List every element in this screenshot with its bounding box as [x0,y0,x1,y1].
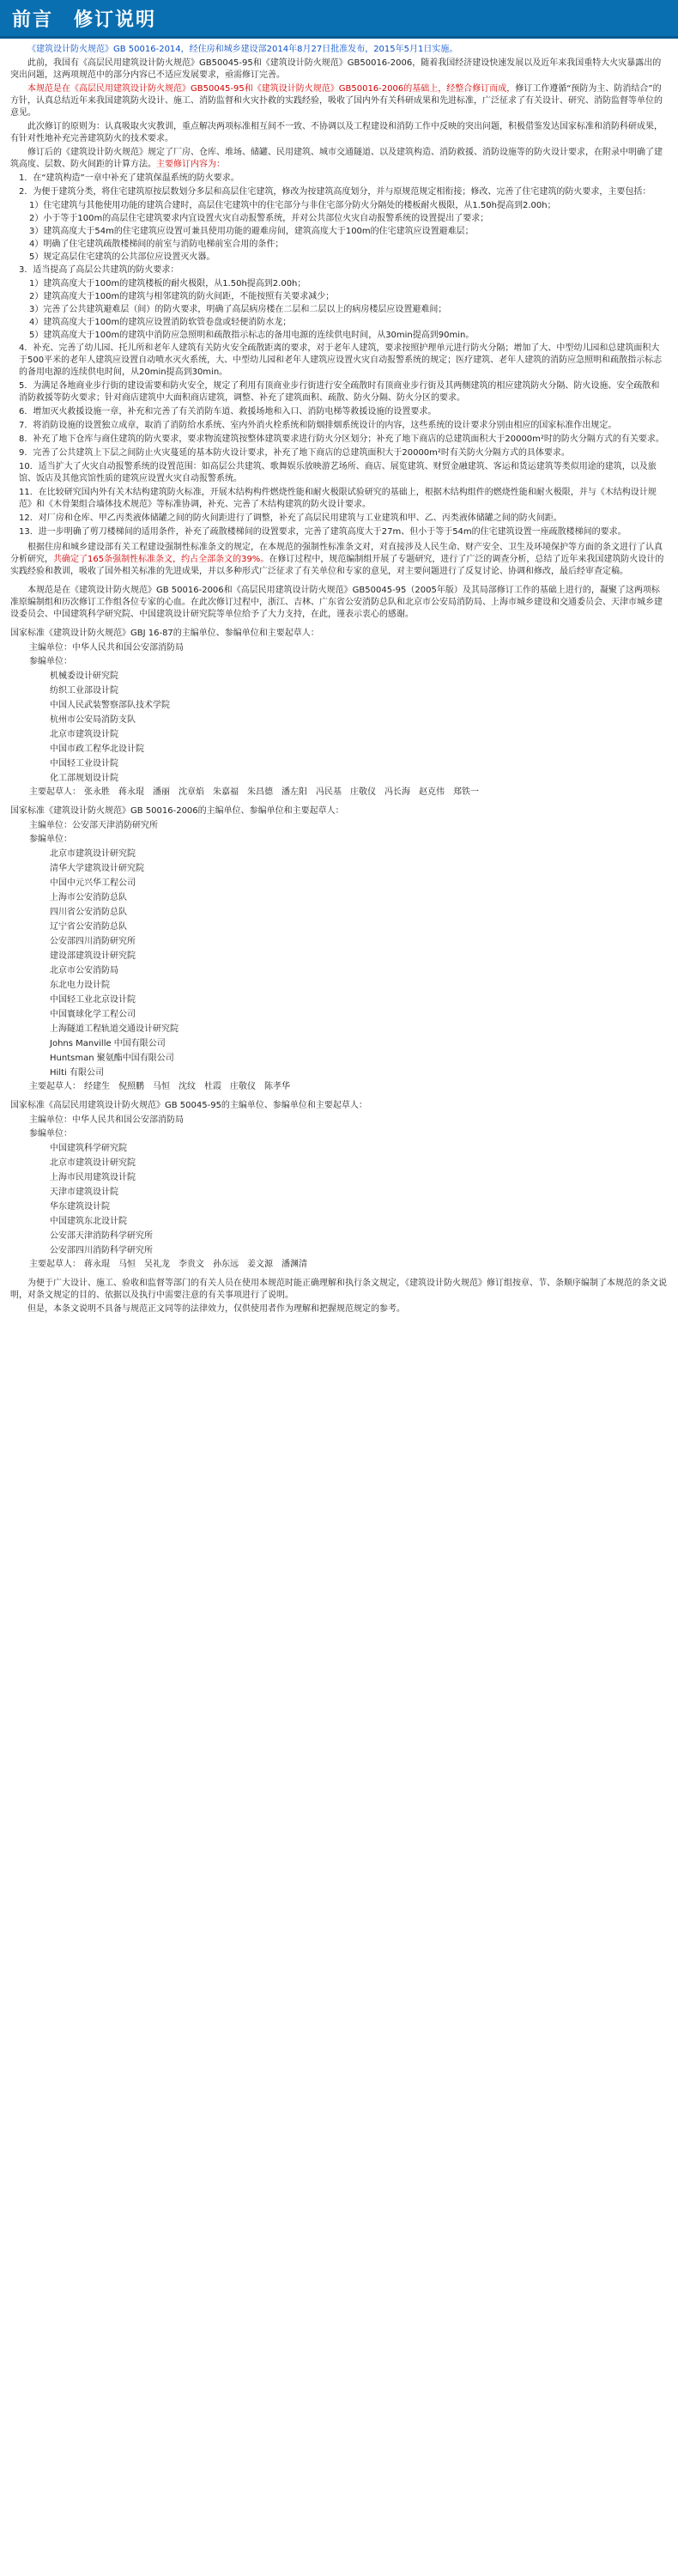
editor-unit: 中华人民共和国公安部消防局 [72,1115,184,1125]
participant-unit: 中国建筑东北设计院 [50,1217,127,1226]
revision-list [10,173,668,538]
summary-highlight: 共确定了165条强制性标准条文，约占全部条文的39%。 [53,555,269,564]
participant-unit: 上海市公安消防总队 [50,893,127,902]
participant-unit: 纺织工业部设计院 [50,686,118,696]
participant-unit: 中国建筑科学研究院 [50,1144,127,1153]
drafting-group [10,1100,668,1271]
revision-subitem: 4）建筑高度大于100m的建筑应设置消防软管卷盘或轻便消防水龙； [29,318,292,327]
editor-line [10,1115,668,1127]
summary-lead: 根据住房和城乡建设部有关工程建设强制性标准条文的规定，在本规范的强制性标准条文对，对直接涉及人民生命、财产安全、卫生及环境保护等方面的条文进行了认真分析研究， [10,543,663,564]
revision-subitem: 2）小于等于100m的高层住宅建筑要求内宜设置火灾自动报警系统，并对公共部位火灾自动报警系统的设置提出了要求； [29,214,489,223]
participant-unit: 中国人民武装警察部队技术学院 [50,701,170,710]
intro-scope-text: 修订后的《建筑设计防火规范》规定了厂房、仓库、堆场、储罐、民用建筑、城市交通隧道、以及建筑构造、消防救援、消防设施等的防火设计要求，在附录中明确了建筑高度、层数、防火间距的计算方法。 [10,148,663,169]
intro-background: 此前，我国有《高层民用建筑设计防火规范》GB50045-95和《建筑设计防火规范》GB50016-2006，随着我国经济建设快速发展以及近年来我国重特大火灾暴露出的突出问题，这两项规范中的部分内容已不适应发展要求，亟需修订完善。 [10,58,662,80]
revision-subitem: 5）建筑高度大于100m的建筑中消防应急照明和疏散指示标志的备用电源的连续供电时间，从30min提高到90min。 [29,331,475,340]
editor-line [10,642,668,654]
revision-item: 13．进一步明确了剪刀楼梯间的适用条件，补充了疏散楼梯间的设置要求，完善了建筑高度大于27m、但小于等于54m的住宅建筑设置一座疏散楼梯间的要求。 [19,527,627,537]
drafter-names: 张永胜 蒋永琨 潘丽 沈章焰 朱嘉福 朱昌德 潘左阳 冯民基 庄敬仪 冯长海 赵克伟 郑铁一 [84,787,479,797]
participant-unit: 清华大学建筑设计研究院 [50,864,144,873]
editor-label: 主编单位： [29,643,72,653]
closing-paragraph: 为便于广大设计、施工、验收和监督等部门的有关人员在使用本规范时能正确理解和执行条文规定，《建筑设计防火规范》修订组按章、节、条顺序编制了本规范的条文说明，对条文规定的目的、依据以及执行中需要注意的有关事项进行了说明。 [10,1279,667,1300]
summary-acknowledgement: 本规范是在《建筑设计防火规范》GB 50016-2006和《高层民用建筑设计防火规范》GB50045-95（2005年版）及其局部修订工作的基础上进行的，凝聚了这两项标准原编制组和历次修订工作组各位专家的心血。在此次修订过程中，浙江、吉林、广东省公安消防总队和北京市公安局消防局、上海市城乡建设和交通委员会、天津市城乡建设委员会、中国建筑科学研究院、中国建筑设计研究院等单位给予了大力支持，在此，谨表示衷心的感谢。 [10,586,663,619]
summary-strong-clauses [10,542,668,578]
revision-item: 2．为便于建筑分类，将住宅建筑原按层数划分多层和高层住宅建筑，修改为按建筑高度划分，并与原规范规定相衔接；修改、完善了住宅建筑的防火要求，主要包括： [19,187,651,197]
drafting-group [10,805,668,1093]
participants-label: 参编单位： [29,1129,72,1139]
revision-item: 12．对厂房和仓库、甲乙丙类液体储罐之间的防火间距进行了调整，补充了高层民用建筑与工业建筑和甲、乙、丙类液体储罐之间的防火间距。 [19,513,562,523]
participant-unit: 公安部四川消防研究所 [50,937,136,946]
intro-principles: 此次修订的原则为：认真吸取火灾教训，重点解决两项标准相互间不一致、不协调以及工程建设和消防工作中反映的突出问题，积极借鉴发达国家标准和消防科研成果，有针对性地补充完善建筑防火的技术要求。 [10,122,663,143]
revision-item: 9．完善了公共建筑上下层之间防止火灾蔓延的基本防火设计要求，补充了地下商店的总建筑面积大于20000m²时有关防火分隔方式的具体要求。 [19,448,570,458]
participant-unit: 天津市建筑设计院 [50,1188,118,1197]
revision-item: 5．为满足各地商业步行街的建设需要和防火安全，规定了利用有顶商业步行街进行安全疏散时有顶商业步行街及其两侧建筑的相应建筑防火分隔、防火设施、安全疏散和消防救援等防火要求；针对商店建筑中大面积商店建筑，调整、补充了建筑面积、疏散、防火分隔、防火分区的要求。 [19,381,660,403]
participant-unit: 北京市公安消防局 [50,966,118,975]
participant-unit: 上海市民用建筑设计院 [50,1173,136,1182]
revision-item: 11．在比较研究国内外有关木结构建筑防火标准，开展木结构构件燃烧性能和耐火极限试验研究的基础上，根据木结构组件的燃烧性能和耐火极限，并与《木结构设计规范》和《木骨架组合墙体技术规范》等标准协调，补充、完善了木结构建筑的防火设计要求。 [19,488,657,509]
participant-unit: 北京市建筑设计研究院 [50,849,136,859]
editor-unit: 中华人民共和国公安部消防局 [72,643,184,653]
participant-unit: 中国市政工程华北设计院 [50,744,144,754]
drafting-group [10,628,668,799]
participant-unit: 中国寰球化学工程公司 [50,1010,136,1019]
participant-unit: Hilti 有限公司 [50,1068,104,1078]
group-heading: 国家标准《建筑设计防火规范》GBJ 16-87的主编单位、参编单位和主要起草人： [10,629,319,638]
closing-disclaimer: 但是，本条文说明不具备与规范正文同等的法律效力，仅供使用者作为理解和把握规范规定的参考。 [27,1304,405,1314]
participant-unit: 中国中元兴华工程公司 [50,878,136,888]
intro-basis-rest: 修订工作遵循“预防为主、防消结合”的方针，认真总结近年来我国建筑防火设计、施工、消防监督和火灾扑救的实践经验，吸收了国内外有关科研成果和先进标准，广泛征求了有关设计、研究、消防监督等单位的意见。 [10,84,663,118]
editor-line [10,820,668,832]
participant-unit: 中国轻工业设计院 [50,759,118,769]
drafter-names: 经建生 倪照鹏 马恒 沈纹 杜霞 庄敬仪 陈孝华 [84,1082,290,1091]
drafters-label: 主要起草人： [29,1260,81,1269]
participant-unit: Huntsman 聚氨酯中国有限公司 [50,1054,174,1063]
revision-item: 4．补充、完善了幼儿园、托儿所和老年人建筑有关防火安全疏散距离的要求，对于老年人建筑，要求按照护理单元进行防火分隔；增加了大、中型幼儿园和总建筑面积大于500平米的老年人建筑应设置自动喷水灭火系统，大、中型幼儿园和老年人建筑应设置火灾自动报警系统的规定；医疗建筑、老年人建筑的消防应急照明和疏散指示标志的备用电源的连续供电时间，从20min提高到30min。 [19,343,663,377]
participant-unit: 公安部四川消防科学研究所 [50,1246,153,1255]
revision-subitem: 3）完善了公共建筑避难层（间）的防火要求，明确了高层病房楼在二层和二层以上的病房楼层应设置避难间； [29,305,447,314]
editor-unit: 公安部天津消防研究所 [72,821,158,830]
drafters-label: 主要起草人： [29,787,81,797]
editor-label: 主编单位： [29,821,72,830]
revision-subitem: 4）明确了住宅建筑疏散楼梯间的前室与消防电梯前室合用的条件； [29,240,284,249]
revision-item: 1．在“建筑构造”一章中补充了建筑保温系统的防火要求。 [19,173,239,183]
participant-unit: 公安部天津消防科学研究所 [50,1231,153,1241]
drafters-label: 主要起草人： [29,1082,81,1091]
title-bar [0,0,678,39]
revision-subitem: 2）建筑高度大于100m的建筑与相邻建筑的防火间距，不能按照有关要求减少； [29,292,335,301]
participant-unit: 机械委设计研究院 [50,671,118,681]
participant-unit: 辽宁省公安消防总队 [50,922,127,932]
revision-subitem: 1）建筑高度大于100m的建筑楼板的耐火极限，从1.50h提高到2.00h； [29,279,306,289]
participant-unit: 上海隧道工程轨道交通设计研究院 [50,1024,179,1034]
revision-item: 7．将消防设施的设置独立成章，取消了消防给水系统、室内外消火栓系统和防烟排烟系统设计的内容，这些系统的设计要求分别由相应的国家标准作出规定。 [19,421,617,430]
participant-unit: 北京市建筑设计研究院 [50,1158,136,1168]
revision-subitem: 1）住宅建筑与其他使用功能的建筑合建时，高层住宅建筑中的住宅部分与非住宅部分防火分隔处的楼板耐火极限，从1.50h提高到2.00h； [29,201,556,210]
group-heading: 国家标准《高层民用建筑设计防火规范》GB 50045-95的主编单位、参编单位和主要起草人： [10,1101,367,1110]
document-body [0,39,678,1315]
participants-label: 参编单位： [29,835,72,844]
participant-unit: 杭州市公安局消防支队 [50,715,136,725]
revision-item: 8．补充了地下仓库与商住建筑的防火要求，要求物流建筑按整体建筑要求进行防火分区划分；补充了地下商店的总建筑面积大于20000m²时的防火分隔方式的有关要求。 [19,434,664,444]
closing-notes [10,1273,668,1315]
participant-unit: 北京市建筑设计院 [50,730,118,739]
intro-scope-highlight: 主要修订内容为： [156,160,225,169]
drafters-line [10,1081,668,1093]
editor-label: 主编单位： [29,1115,72,1125]
page-title: 前言 修订说明 [12,9,157,31]
participant-unit: Johns Manville 中国有限公司 [50,1039,166,1048]
revision-item: 3．适当提高了高层公共建筑的防火要求： [19,265,179,275]
revision-item: 10．适当扩大了火灾自动报警系统的设置范围：如高层公共建筑、歌舞娱乐放映游艺场所、商店、展览建筑、财贸金融建筑、客运和货运建筑等类似用途的建筑，以及旅馆、饭店及其他宾馆性质的建筑应设置火灾自动报警系统。 [19,462,657,483]
participant-unit: 中国轻工业北京设计院 [50,995,136,1005]
drafters-line [10,787,668,799]
intro-scope [10,147,668,171]
participant-unit: 东北电力设计院 [50,981,110,990]
group-heading: 国家标准《建筑设计防火规范》GB 50016-2006的主编单位、参编单位和主要起草人： [10,806,344,816]
participant-unit: 化工部规划设计院 [50,774,118,783]
revision-item: 6．增加灭火救援设施一章，补充和完善了有关消防车道、救援场地和入口、消防电梯等救援设施的设置要求。 [19,407,437,416]
drafter-names: 蒋永琨 马恒 吴礼龙 李贵文 孙东远 姜文源 潘渊清 [84,1260,307,1269]
revision-subitem: 3）建筑高度大于54m的住宅建筑应设置可兼具使用功能的避难房间，建筑高度大于100m的住宅建筑应设置避难层； [29,227,474,236]
participant-unit: 建设部建筑设计研究院 [50,951,136,961]
intro-approval: 《建筑设计防火规范》GB 50016-2014，经住房和城乡建设部2014年8月27日批准发布，2015年5月1日实施。 [27,45,458,54]
revision-subitem: 5）规定高层住宅建筑的公共部位应设置灭火器。 [29,252,215,262]
participants-label: 参编单位： [29,657,72,666]
intro-basis [10,83,668,119]
summary-rest: 在修订过程中，规范编制组开展了专题研究，进行了广泛的调查分析，总结了近年来我国建筑防火设计的实践经验和教训，吸收了国外相关标准的先进成果，并以多种形式广泛征求了有关单位和专家的意见，对主要问题进行了反复讨论、协调和修改，最后经审查定稿。 [10,555,664,576]
participant-unit: 华东建筑设计院 [50,1202,110,1212]
intro-basis-highlight: 本规范是在《高层民用建筑设计防火规范》GB50045-95和《建筑设计防火规范》GB50016-2006的基础上，经整合修订而成， [27,84,516,94]
drafters-line [10,1259,668,1271]
participant-unit: 四川省公安消防总队 [50,908,127,917]
